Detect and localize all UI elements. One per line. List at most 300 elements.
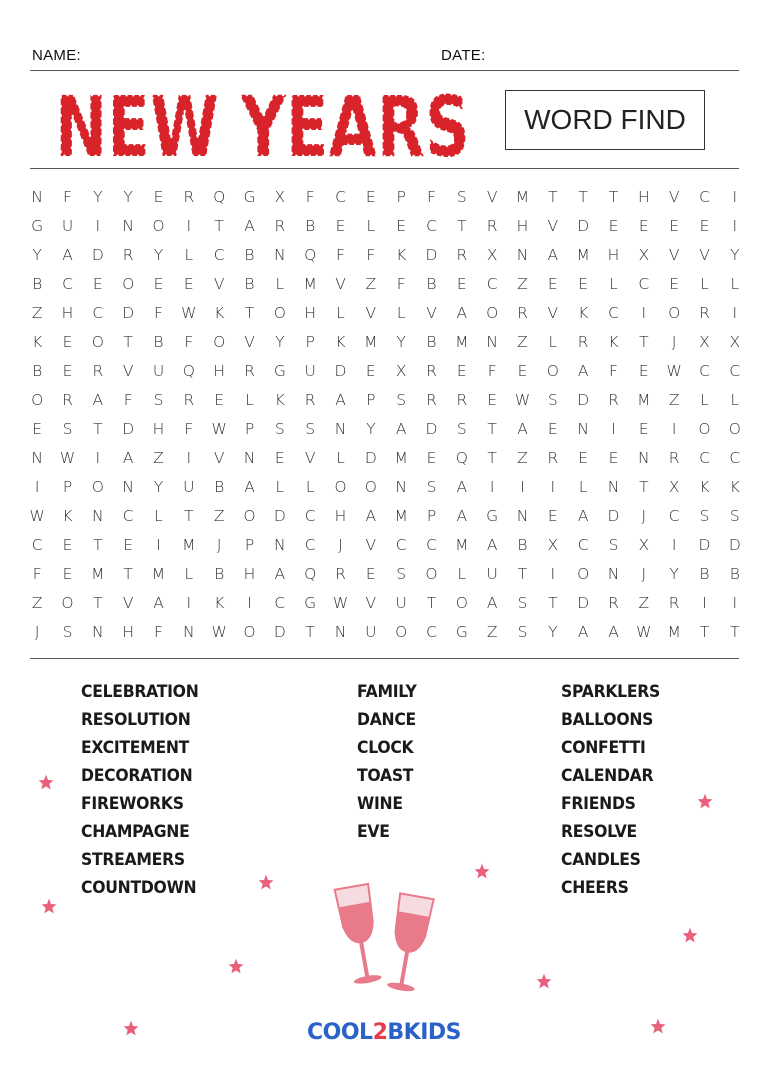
grid-letter: Z	[486, 622, 498, 641]
grid-letter: E	[456, 274, 467, 293]
grid-letter: W	[332, 593, 349, 612]
grid-letter: J	[641, 564, 647, 583]
grid-letter: A	[486, 593, 498, 612]
grid-letter: A	[244, 477, 255, 496]
star-icon	[258, 874, 274, 890]
top-rule	[30, 70, 739, 71]
grid-letter: F	[32, 564, 42, 583]
grid-letter: I	[186, 448, 192, 467]
word-list-item: CHAMPAGNE	[81, 822, 190, 842]
grid-letter: C	[274, 593, 286, 612]
grid-letter: D	[273, 506, 286, 525]
grid-letter: G	[486, 506, 499, 525]
grid-letter: O	[243, 622, 256, 641]
grid-letter: D	[273, 622, 286, 641]
grid-letter: N	[92, 506, 104, 525]
title-text: NEW YEARS	[55, 78, 470, 164]
grid-letter: L	[609, 274, 618, 293]
grid-letter: T	[93, 535, 103, 554]
grid-letter: L	[305, 477, 315, 496]
grid-letter: U	[152, 361, 165, 380]
grid-letter: J	[216, 535, 222, 554]
grid-letter: C	[668, 506, 680, 525]
grid-letter: W	[181, 303, 197, 322]
grid-letter: B	[214, 564, 225, 583]
grid-letter: H	[243, 564, 256, 583]
grid-letter: R	[456, 390, 468, 409]
grid-letter: E	[153, 274, 164, 293]
grid-letter: N	[274, 245, 286, 264]
grid-letter: C	[638, 274, 650, 293]
grid-letter: T	[578, 187, 588, 206]
grid-letter: F	[396, 274, 406, 293]
grid-letter: E	[669, 274, 680, 293]
grid-letter: D	[122, 303, 135, 322]
grid-rule	[30, 658, 739, 659]
grid-letter: U	[486, 564, 498, 583]
grid-letter: L	[275, 477, 285, 496]
grid-letter: Y	[730, 245, 740, 264]
grid-letter: N	[516, 506, 529, 525]
grid-letter: N	[638, 448, 650, 467]
grid-letter: A	[122, 448, 134, 467]
grid-letter: A	[577, 622, 589, 641]
grid-letter: E	[396, 216, 407, 235]
grid-letter: I	[34, 477, 40, 496]
grid-letter: C	[729, 361, 741, 380]
grid-letter: D	[425, 245, 438, 264]
grid-letter: O	[243, 506, 256, 525]
grid-letter: M	[637, 390, 651, 409]
grid-letter: F	[184, 332, 194, 351]
grid-letter: E	[638, 419, 649, 438]
grid-letter: A	[547, 245, 559, 264]
grid-letter: K	[274, 390, 285, 409]
grid-letter: L	[366, 216, 376, 235]
grid-letter: V	[426, 303, 437, 322]
grid-letter: N	[31, 448, 43, 467]
grid-letter: J	[34, 622, 40, 641]
champagne-glasses-icon	[330, 880, 440, 1000]
grid-letter: C	[92, 303, 104, 322]
grid-letter: C	[395, 535, 407, 554]
grid-letter: O	[334, 477, 347, 496]
grid-letter: M	[364, 332, 378, 351]
word-list-col1	[81, 678, 209, 902]
grid-letter: O	[698, 419, 711, 438]
grid-letter: F	[154, 622, 163, 641]
grid-letter: F	[154, 303, 163, 322]
grid-letter: R	[608, 593, 619, 612]
grid-letter: I	[186, 216, 192, 235]
logo-part3: BKIDS	[387, 1020, 461, 1045]
grid-letter: J	[641, 506, 647, 525]
logo-part1: COOL	[307, 1020, 373, 1045]
star-icon	[536, 973, 552, 989]
grid-letter: R	[456, 245, 468, 264]
grid-letter: G	[31, 216, 44, 235]
grid-letter: S	[517, 622, 528, 641]
grid-letter: O	[61, 593, 74, 612]
grid-letter: N	[607, 564, 620, 583]
grid-letter: H	[213, 361, 225, 380]
grid-letter: T	[93, 419, 103, 438]
grid-letter: W	[636, 622, 652, 641]
grid-letter: Y	[396, 332, 406, 351]
grid-letter: T	[699, 622, 710, 641]
grid-letter: S	[517, 593, 528, 612]
word-list-item: WINE	[357, 794, 403, 814]
grid-letter: U	[395, 593, 407, 612]
grid-letter: M	[455, 535, 469, 554]
grid-letter: J	[338, 535, 343, 554]
grid-letter: S	[274, 419, 285, 438]
grid-letter: N	[334, 419, 347, 438]
grid-letter: V	[699, 245, 710, 264]
grid-letter: I	[732, 216, 738, 235]
grid-letter: Y	[366, 419, 376, 438]
grid-letter: L	[548, 332, 558, 351]
grid-letter: O	[364, 477, 377, 496]
grid-letter: S	[305, 419, 316, 438]
grid-letter: S	[729, 506, 740, 525]
grid-letter: T	[487, 419, 497, 438]
word-list-item: SPARKLERS	[561, 682, 661, 702]
grid-letter: S	[608, 535, 619, 554]
grid-letter: E	[62, 535, 73, 554]
grid-letter: M	[151, 564, 166, 583]
grid-letter: R	[547, 448, 559, 467]
grid-letter: E	[62, 361, 73, 380]
grid-letter: A	[456, 477, 468, 496]
grid-letter: F	[63, 187, 72, 206]
grid-letter: W	[514, 390, 531, 409]
grid-letter: W	[211, 419, 227, 438]
grid-letter: O	[546, 361, 559, 380]
grid-letter: A	[517, 419, 528, 438]
grid-letter: B	[699, 564, 710, 583]
grid-letter: I	[732, 187, 738, 206]
word-list-item: DANCE	[357, 710, 416, 730]
grid-letter: A	[577, 506, 589, 525]
grid-letter: R	[668, 448, 680, 467]
grid-letter: E	[638, 216, 649, 235]
star-icon	[474, 863, 490, 879]
grid-letter: M	[303, 274, 317, 293]
grid-letter: C	[122, 506, 134, 525]
grid-letter: O	[455, 593, 468, 612]
grid-letter: N	[607, 477, 620, 496]
grid-letter: T	[639, 332, 649, 351]
grid-letter: K	[729, 477, 740, 496]
grid-letter: Y	[153, 477, 164, 496]
grid-letter: N	[122, 477, 134, 496]
grid-letter: O	[122, 274, 135, 293]
grid-letter: A	[486, 535, 498, 554]
word-list-col3	[561, 678, 669, 902]
word-list-item: CONFETTI	[561, 738, 646, 758]
grid-letter: K	[396, 245, 407, 264]
grid-letter: V	[335, 274, 346, 293]
grid-letter: H	[607, 245, 620, 264]
grid-letter: T	[93, 593, 103, 612]
grid-letter: S	[62, 419, 73, 438]
grid-letter: T	[608, 187, 619, 206]
grid-letter: V	[668, 187, 680, 206]
grid-letter: P	[62, 477, 73, 496]
grid-letter: R	[183, 390, 195, 409]
grid-letter: O	[486, 303, 499, 322]
word-list-item: RESOLVE	[561, 822, 637, 842]
grid-letter: L	[730, 274, 740, 293]
grid-letter: O	[425, 564, 438, 583]
grid-letter: E	[487, 390, 498, 409]
grid-letter: C	[304, 535, 316, 554]
grid-letter: C	[486, 274, 498, 293]
grid-letter: I	[702, 593, 707, 612]
grid-letter: E	[578, 448, 589, 467]
word-list-item: EXCITEMENT	[81, 738, 190, 758]
word-list-item: CANDLES	[561, 850, 641, 870]
grid-letter: M	[394, 506, 408, 525]
grid-letter: B	[153, 332, 164, 351]
grid-letter: O	[273, 303, 286, 322]
grid-letter: V	[213, 448, 225, 467]
grid-letter: R	[122, 245, 134, 264]
grid-letter: F	[305, 187, 315, 206]
grid-letter: Y	[123, 187, 133, 206]
grid-letter: N	[122, 216, 134, 235]
grid-letter: A	[608, 622, 619, 641]
grid-letter: C	[304, 506, 316, 525]
grid-letter: Z	[638, 593, 650, 612]
grid-letter: X	[547, 535, 559, 554]
grid-letter: B	[32, 274, 43, 293]
grid-letter: O	[152, 216, 165, 235]
grid-letter: T	[184, 506, 194, 525]
grid-letter: A	[365, 506, 377, 525]
grid-letter: O	[668, 303, 681, 322]
grid-letter: R	[426, 390, 437, 409]
grid-letter: H	[152, 419, 165, 438]
grid-letter: X	[699, 332, 710, 351]
grid-letter: S	[153, 390, 164, 409]
grid-letter: D	[334, 361, 347, 380]
grid-letter: M	[394, 448, 408, 467]
grid-letter: R	[274, 216, 286, 235]
grid-letter: B	[32, 361, 43, 380]
word-list-item: FAMILY	[357, 682, 417, 702]
grid-letter: N	[243, 448, 256, 467]
grid-letter: F	[123, 390, 133, 409]
grid-letter: T	[548, 593, 558, 612]
grid-letter: S	[62, 622, 73, 641]
word-list-item: FIREWORKS	[81, 794, 184, 814]
grid-letter: F	[609, 361, 618, 380]
grid-letter: C	[62, 274, 73, 293]
grid-letter: X	[486, 245, 498, 264]
grid-letter: I	[95, 448, 101, 467]
grid-letter: E	[608, 216, 619, 235]
star-icon	[682, 927, 698, 943]
grid-letter: S	[456, 187, 467, 206]
cool2bkids-logo	[0, 1020, 768, 1045]
word-list-item: CLOCK	[357, 738, 414, 758]
grid-letter: R	[517, 303, 528, 322]
grid-letter: E	[62, 564, 73, 583]
name-label: NAME:	[32, 47, 82, 64]
grid-letter: V	[365, 535, 377, 554]
grid-letter: N	[516, 245, 529, 264]
grid-letter: X	[638, 535, 650, 554]
grid-letter: H	[122, 622, 134, 641]
grid-letter: D	[364, 448, 377, 467]
grid-letter: D	[425, 419, 438, 438]
grid-letter: U	[183, 477, 195, 496]
grid-letter: I	[550, 477, 556, 496]
star-icon	[41, 898, 57, 914]
grid-letter: Z	[517, 274, 528, 293]
grid-letter: H	[516, 216, 529, 235]
grid-letter: E	[547, 274, 558, 293]
grid-letter: B	[244, 274, 255, 293]
grid-letter: G	[243, 187, 256, 206]
word-list-item: STREAMERS	[81, 850, 185, 870]
grid-letter: Z	[213, 506, 225, 525]
grid-letter: O	[91, 477, 104, 496]
grid-letter: Z	[153, 448, 164, 467]
grid-letter: C	[699, 448, 710, 467]
grid-letter: V	[213, 274, 225, 293]
grid-letter: I	[520, 477, 525, 496]
logo-part2: 2	[372, 1020, 388, 1045]
grid-letter: V	[668, 245, 680, 264]
grid-letter: M	[515, 187, 530, 206]
grid-letter: I	[641, 303, 647, 322]
word-list-item: EVE	[357, 822, 390, 842]
grid-letter: K	[699, 477, 710, 496]
grid-letter: G	[273, 361, 286, 380]
grid-letter: E	[214, 390, 225, 409]
grid-letter: H	[61, 303, 74, 322]
grid-letter: P	[305, 332, 315, 351]
grid-letter: K	[578, 303, 589, 322]
grid-letter: A	[62, 245, 73, 264]
word-list-item: RESOLUTION	[81, 710, 191, 730]
grid-letter: M	[91, 564, 105, 583]
grid-letter: O	[31, 390, 44, 409]
grid-letter: E	[426, 448, 437, 467]
grid-letter: M	[455, 332, 469, 351]
grid-letter: L	[184, 564, 194, 583]
grid-letter: C	[577, 535, 589, 554]
grid-letter: Q	[213, 187, 226, 206]
title-rule	[30, 168, 739, 169]
grid-letter: L	[730, 390, 740, 409]
star-icon	[228, 958, 244, 974]
grid-letter: N	[274, 535, 286, 554]
grid-letter: Q	[304, 564, 317, 583]
grid-letter: E	[365, 187, 376, 206]
word-list-col2	[357, 678, 422, 846]
grid-letter: C	[699, 361, 710, 380]
grid-letter: L	[396, 303, 406, 322]
grid-letter: L	[457, 564, 467, 583]
grid-letter: V	[244, 332, 255, 351]
grid-letter: V	[486, 187, 498, 206]
page-title	[55, 78, 475, 164]
grid-letter: T	[305, 622, 315, 641]
grid-letter: P	[244, 419, 255, 438]
grid-letter: P	[366, 390, 376, 409]
grid-letter: T	[730, 622, 740, 641]
grid-letter: I	[550, 564, 556, 583]
grid-letter: E	[638, 361, 649, 380]
grid-letter: S	[699, 506, 710, 525]
grid-letter: L	[184, 245, 194, 264]
grid-letter: T	[123, 332, 133, 351]
grid-letter: T	[548, 187, 558, 206]
grid-letter: N	[395, 477, 407, 496]
grid-letter: R	[335, 564, 346, 583]
grid-letter: R	[426, 361, 437, 380]
grid-letter: A	[153, 593, 164, 612]
grid-letter: S	[396, 564, 407, 583]
grid-letter: C	[335, 187, 346, 206]
grid-letter: A	[92, 390, 104, 409]
grid-letter: I	[732, 593, 738, 612]
grid-letter: R	[62, 390, 73, 409]
letter-grid	[22, 182, 750, 646]
word-list-item: BALLOONS	[561, 710, 654, 730]
grid-letter: I	[671, 419, 677, 438]
grid-letter: E	[183, 274, 194, 293]
grid-letter: N	[92, 622, 104, 641]
grid-letter: V	[547, 216, 559, 235]
grid-letter: N	[577, 419, 589, 438]
grid-letter: V	[122, 593, 134, 612]
grid-letter: T	[426, 593, 437, 612]
grid-letter: F	[184, 419, 194, 438]
grid-letter: E	[335, 216, 346, 235]
grid-letter: R	[183, 187, 195, 206]
grid-letter: T	[639, 477, 649, 496]
grid-letter: E	[62, 332, 73, 351]
grid-letter: S	[547, 390, 558, 409]
grid-letter: O	[577, 564, 590, 583]
grid-letter: N	[486, 332, 498, 351]
grid-letter: P	[426, 506, 437, 525]
grid-letter: Q	[304, 245, 317, 264]
grid-letter: K	[608, 332, 619, 351]
grid-letter: C	[426, 535, 437, 554]
grid-letter: K	[32, 332, 43, 351]
grid-letter: W	[211, 622, 227, 641]
grid-letter: L	[336, 448, 345, 467]
star-icon	[38, 774, 54, 790]
grid-letter: M	[667, 622, 681, 641]
grid-letter: E	[547, 419, 558, 438]
grid-letter: D	[122, 419, 135, 438]
grid-letter: G	[304, 593, 317, 612]
grid-letter: Z	[31, 303, 43, 322]
word-list-item: TOAST	[357, 766, 414, 786]
grid-letter: E	[153, 187, 164, 206]
grid-letter: I	[611, 419, 616, 438]
word-list-item: FRIENDS	[561, 794, 636, 814]
grid-letter: D	[698, 535, 711, 554]
grid-letter: P	[396, 187, 406, 206]
